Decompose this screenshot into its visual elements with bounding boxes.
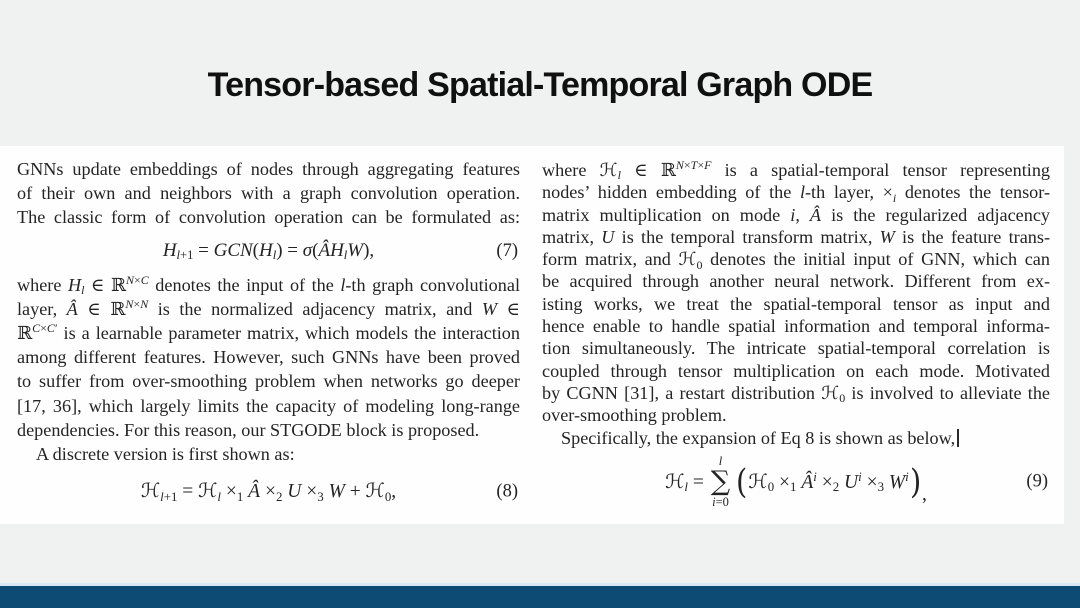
bottom-bar bbox=[0, 586, 1080, 608]
left-paragraph-1 bbox=[17, 157, 520, 230]
text-line: matrix multiplication on mode i, Â is the regularized adjacency bbox=[542, 204, 1051, 225]
text-line: tion simultaneously. The intricate spatial-temporal correlation is bbox=[542, 338, 1050, 359]
text-line: among different features. However, such GNNs have been proved bbox=[17, 347, 520, 368]
equation-9-body: ℋ$_0$ $\times_1$ $Â^i \times_2$ $U^i \times_3$ $W^i$ bbox=[748, 469, 909, 495]
equation-9-lhs: ℋ$_l$ = bbox=[665, 471, 704, 495]
sum-lower-limit: i=0 bbox=[712, 495, 729, 510]
text-line: hence enable to handle spatial information and temporal informa- bbox=[542, 316, 1050, 337]
text-line: form matrix, and ℋ$_0$ denotes the initial input of GNN, which can bbox=[542, 249, 1050, 272]
right-column bbox=[542, 159, 1050, 510]
sum-upper-limit: l bbox=[718, 453, 723, 468]
text-line: [17, 36], which largely limits the capacity of modeling long-range bbox=[17, 395, 520, 416]
equation-9-comma: , bbox=[921, 483, 927, 505]
text-line: where $H_l$ ∈ ℝ$^{N\times C}$ denotes the input of the l-th graph convolutional bbox=[17, 273, 520, 297]
text-line: isting works, we treat the spatial-temporal tensor as input and bbox=[542, 293, 1050, 314]
text-line: dependencies. For this reason, our STGODE block is proposed. bbox=[17, 419, 480, 440]
text-line: ℝ$^{C\times C'}$ is a learnable parameter matrix, which models the interaction bbox=[17, 321, 520, 344]
text-line: coupled through tensor multiplication on each mode. Motivated bbox=[542, 360, 1050, 381]
text-cursor bbox=[957, 429, 959, 447]
equation-7-body: $H_{l+1} = GCN(H_l)$ = $\sigma(ÂH_lW)$, bbox=[162, 239, 375, 263]
lead-in-line bbox=[542, 427, 1050, 449]
text-line: to suffer from over-smoothing problem when networks go deeper bbox=[17, 371, 520, 392]
paper-panel bbox=[0, 146, 1064, 524]
summation-symbol bbox=[711, 454, 730, 510]
slide-title: Tensor-based Spatial-Temporal Graph ODE bbox=[207, 66, 873, 104]
right-paragraph-1 bbox=[542, 159, 1050, 427]
equation-7 bbox=[17, 238, 520, 264]
equation-8-body: ℋ$_{l+1}$ = ℋ$_l$ $\times_1$ Â $\times_2$ $U \times_3$ W + ℋ$_0$, bbox=[140, 481, 397, 504]
left-column bbox=[17, 157, 520, 505]
equation-9 bbox=[542, 454, 1050, 510]
text-line: layer, Â ∈ ℝ$^{N\times N}$ is the normalized adjacency matrix, and W ∈ bbox=[17, 297, 520, 319]
equation-9-number: (9) bbox=[1026, 471, 1048, 492]
text-line: be acquired through another neural network. Different from ex- bbox=[542, 271, 1050, 292]
text-line: by CGNN [31], a restart distribution ℋ$_0$ is involved to alleviate the bbox=[542, 382, 1050, 406]
close-paren: ) bbox=[909, 461, 921, 502]
left-paragraph-2 bbox=[17, 273, 520, 467]
equation-7-number: (7) bbox=[496, 240, 518, 261]
equation-8-number: (8) bbox=[496, 481, 518, 502]
text-line: nodes’ hidden embedding of the l-th layer, $\times_i$ denotes the tensor- bbox=[542, 182, 1050, 205]
text-line: over-smoothing problem. bbox=[542, 405, 727, 426]
text-line: where ℋ$_l$ ∈ ℝ$^{N\times T\times F}$ is a spatial-temporal tensor representing bbox=[542, 158, 1051, 183]
lead-in-text: Specifically, the expansion of Eq 8 is shown as below, bbox=[561, 427, 956, 448]
sigma-glyph: ∑ bbox=[710, 466, 731, 498]
text-line: The classic form of convolution operation can be formulated as: bbox=[17, 207, 520, 228]
open-paren: ( bbox=[736, 461, 748, 502]
equation-8 bbox=[17, 478, 520, 505]
text-line: A discrete version is first shown as: bbox=[36, 444, 295, 465]
text-line: matrix, U is the temporal transform matrix, W is the feature trans- bbox=[542, 226, 1050, 247]
equation-9-expression bbox=[665, 454, 927, 510]
text-line: of their own and neighbors with a graph convolution operation. bbox=[17, 183, 520, 204]
text-line: GNNs update embeddings of nodes through aggregating features bbox=[17, 159, 520, 179]
